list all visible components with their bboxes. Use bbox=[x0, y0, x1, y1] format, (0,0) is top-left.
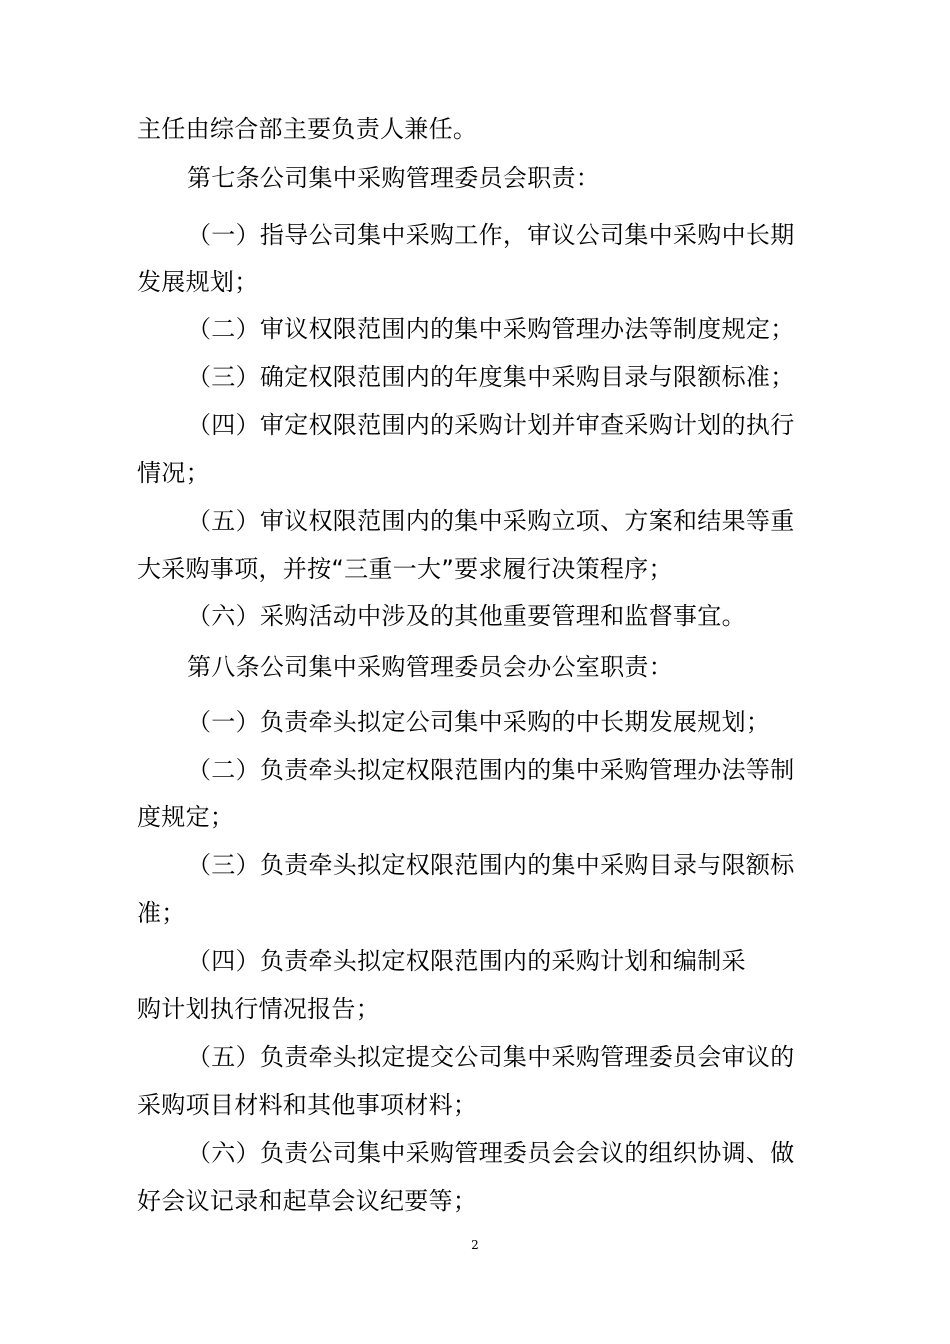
text-line: （一）指导公司集中采购工作，审议公司集中采购中长期 bbox=[187, 221, 795, 249]
text-line: 发展规划； bbox=[137, 268, 259, 296]
text-line: 采购项目材料和其他事项材料； bbox=[137, 1091, 478, 1119]
text-line: （五）负责牵头拟定提交公司集中采购管理委员会审议的 bbox=[187, 1043, 795, 1071]
page-number: 2 bbox=[471, 1238, 479, 1252]
text-line: （三）确定权限范围内的年度集中采购目录与限额标准； bbox=[187, 363, 795, 391]
text-line: （二）审议权限范围内的集中采购管理办法等制度规定； bbox=[187, 315, 795, 343]
text-line: （六）负责公司集中采购管理委员会会议的组织协调、做 bbox=[187, 1139, 795, 1167]
article-8-heading: 第八条公司集中采购管理委员会办公室职责： bbox=[187, 653, 673, 681]
article-7-heading: 第七条公司集中采购管理委员会职责： bbox=[187, 164, 601, 192]
text-line: 好会议记录和起草会议纪要等； bbox=[137, 1187, 478, 1215]
text-line: 大采购事项，并按“三重一大”要求履行决策程序； bbox=[137, 555, 673, 583]
text-line: 度规定； bbox=[137, 803, 235, 831]
text-line: （三）负责牵头拟定权限范围内的集中采购目录与限额标 bbox=[187, 851, 795, 879]
text-line: （四）审定权限范围内的采购计划并审查采购计划的执行 bbox=[187, 411, 795, 439]
text-line: 购计划执行情况报告； bbox=[137, 995, 380, 1023]
text-line: （四）负责牵头拟定权限范围内的采购计划和编制采 bbox=[187, 947, 746, 975]
text-line: （六）采购活动中涉及的其他重要管理和监督事宜。 bbox=[187, 602, 746, 630]
text-line: （二）负责牵头拟定权限范围内的集中采购管理办法等制 bbox=[187, 756, 795, 784]
text-line: 准； bbox=[137, 899, 186, 927]
text-line: （一）负责牵头拟定公司集中采购的中长期发展规划； bbox=[187, 708, 771, 736]
text-line: 情况； bbox=[137, 459, 210, 487]
text-line: 主任由综合部主要负责人兼任。 bbox=[137, 115, 478, 143]
text-line: （五）审议权限范围内的集中采购立项、方案和结果等重 bbox=[187, 507, 795, 535]
